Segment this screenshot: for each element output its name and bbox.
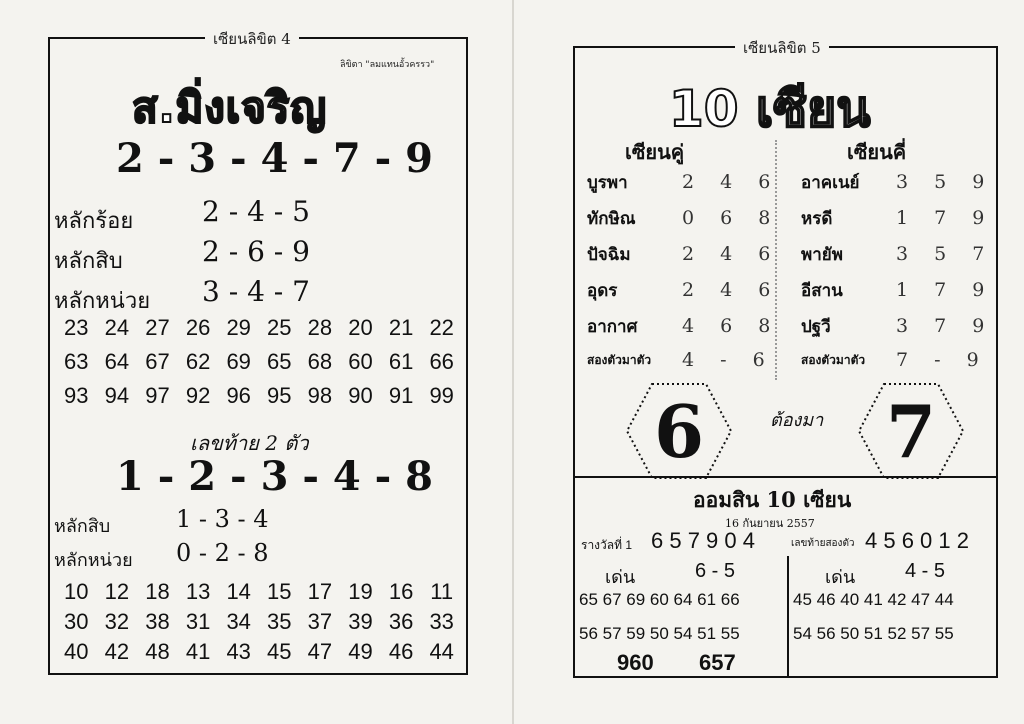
first-prize-number: 6 5 7 9 0 4 <box>651 528 755 553</box>
grid1-cell: 67 <box>145 349 170 374</box>
grid2-cell: 34 <box>226 609 251 634</box>
first-prize-label: รางวัลที่ 1 <box>581 538 633 552</box>
grid1-cell: 24 <box>104 315 130 340</box>
den-label-left: เด่น <box>605 567 636 587</box>
grid1-cell: 97 <box>145 383 170 408</box>
even-column-heading: เซียนคู่ <box>625 140 685 164</box>
direction-digits: 3 7 9 <box>896 315 995 337</box>
must-right-number: 7 <box>885 388 937 474</box>
numbers-row-b-right: 54 56 50 51 52 57 55 <box>793 624 954 643</box>
direction-digits: 4 6 8 <box>682 315 781 337</box>
direction-digits: 2 4 6 <box>682 171 781 193</box>
direction-digits: 0 6 8 <box>682 207 781 229</box>
grid2-cell: 17 <box>307 579 333 604</box>
grid2-cell: 33 <box>429 609 454 634</box>
odd-row <box>801 344 989 376</box>
numbers-row-b-left: 56 57 59 50 54 51 55 <box>579 624 740 643</box>
even-row <box>587 274 780 306</box>
row-label-tens: หลักสิบ <box>54 249 123 274</box>
second-number-set: 1 - 2 - 3 - 4 - 8 <box>116 453 433 500</box>
row-digits-tens: 2 - 6 - 9 <box>202 235 310 268</box>
row-digits-units: 3 - 4 - 7 <box>202 275 310 308</box>
direction-name: ปัจฉิม <box>587 244 631 265</box>
numbers-row-a-left: 65 67 69 60 64 61 66 <box>579 590 740 609</box>
grid1-cell: 25 <box>267 315 292 340</box>
grid2-cell: 13 <box>185 579 211 604</box>
direction-digits: 7 - 9 <box>896 349 989 371</box>
grid2-cell: 38 <box>145 609 170 634</box>
odd-row <box>801 310 994 342</box>
grid1-cell: 98 <box>307 383 333 408</box>
number-grid-1 <box>56 315 462 409</box>
grid1-cell: 93 <box>64 383 89 408</box>
must-left-number: 6 <box>653 388 705 474</box>
must-text: ต้องมา <box>770 410 824 431</box>
direction-name: อุดร <box>587 280 618 301</box>
right-panel <box>573 39 998 678</box>
grid1-cell: 28 <box>307 315 333 340</box>
den-label-right: เด่น <box>825 567 856 587</box>
grid2-cell: 44 <box>429 639 454 664</box>
direction-digits: 2 4 6 <box>682 279 781 301</box>
grid1-cell: 95 <box>267 383 292 408</box>
grid1-cell: 96 <box>226 383 251 408</box>
last-two-label: เลขท้ายสองตัว <box>791 538 855 549</box>
grid1-cell: 22 <box>429 315 454 340</box>
grid2-cell: 14 <box>226 579 251 604</box>
numbers-row-a-right: 45 46 40 41 42 47 44 <box>793 590 954 609</box>
grid1-cell: 21 <box>388 315 414 340</box>
grid2-cell: 39 <box>348 609 373 634</box>
row-label-units: หลักหน่วย <box>54 289 151 314</box>
grid1-cell: 91 <box>388 383 414 408</box>
grid2-cell: 35 <box>267 609 292 634</box>
odd-row <box>801 166 994 198</box>
direction-digits: 1 7 9 <box>896 279 995 301</box>
row2-digits-units: 0 - 2 - 8 <box>176 539 269 567</box>
grid1-cell: 60 <box>348 349 373 374</box>
left-panel <box>48 30 468 675</box>
grid1-cell: 63 <box>64 349 89 374</box>
grid2-cell: 12 <box>104 579 130 604</box>
grid2-cell: 36 <box>388 609 414 634</box>
even-row <box>587 202 780 234</box>
grid2-cell: 15 <box>267 579 292 604</box>
grid2-cell: 10 <box>64 579 89 604</box>
left-header: เซียนลิขิต 4 <box>205 27 299 51</box>
direction-name: ปฐวี <box>801 316 831 337</box>
grid2-cell: 42 <box>104 639 130 664</box>
direction-name: อาคเนย์ <box>801 172 860 193</box>
extra-number-2: 657 <box>699 650 736 675</box>
grid1-cell: 69 <box>226 349 251 374</box>
odd-column-heading: เซียนคี่ <box>847 140 907 164</box>
grid2-cell: 40 <box>64 639 89 664</box>
even-row <box>587 344 775 376</box>
odd-row <box>801 238 994 270</box>
direction-digits: 3 5 9 <box>896 171 995 193</box>
grid1-cell: 94 <box>104 383 130 408</box>
direction-name: พายัพ <box>801 244 843 265</box>
main-number-set: 2 - 3 - 4 - 7 - 9 <box>116 135 433 182</box>
grid2-cell: 30 <box>64 609 89 634</box>
even-row <box>587 166 780 198</box>
credit-line: ลิขิตา "ลมแทนอั้วครรว" <box>340 60 435 70</box>
grid1-cell: 64 <box>104 349 130 374</box>
grid2-cell: 19 <box>348 579 373 604</box>
omsin-section <box>575 476 996 678</box>
ten-sages-title: 10 เซียน <box>669 80 871 138</box>
row-digits-hundreds: 2 - 4 - 5 <box>202 195 310 228</box>
grid2-cell: 41 <box>185 639 211 664</box>
direction-name: สองตัวมาตัว <box>587 352 652 367</box>
grid2-cell: 43 <box>226 639 251 664</box>
grid2-cell: 48 <box>145 639 170 664</box>
even-row <box>587 238 780 270</box>
grid1-cell: 26 <box>185 315 211 340</box>
last-two-number: 4 5 6 0 1 2 <box>865 528 969 553</box>
direction-digits: 2 4 6 <box>682 243 781 265</box>
den-right: 4 - 5 <box>905 560 946 582</box>
page-fold <box>512 0 514 724</box>
grid1-cell: 99 <box>429 383 454 408</box>
den-left: 6 - 5 <box>695 560 736 582</box>
direction-name: หรดี <box>801 208 833 229</box>
grid1-cell: 65 <box>267 349 292 374</box>
grid1-cell: 92 <box>185 383 211 408</box>
grid1-cell: 90 <box>348 383 373 408</box>
grid2-cell: 16 <box>388 579 414 604</box>
brand-title: ส.มิ่งเจริญ <box>132 83 328 132</box>
grid1-cell: 68 <box>307 349 333 374</box>
direction-digits: 3 5 7 <box>896 243 995 265</box>
grid1-cell: 29 <box>226 315 251 340</box>
odd-row <box>801 202 994 234</box>
direction-name: อากาศ <box>587 316 638 337</box>
column-separator <box>787 556 789 678</box>
grid1-cell: 27 <box>145 315 170 340</box>
grid1-cell: 20 <box>348 315 373 340</box>
grid1-cell: 61 <box>388 349 414 374</box>
right-header: เซียนลิขิต 5 <box>735 36 829 60</box>
direction-name: สองตัวมาตัว <box>801 352 866 367</box>
omsin-date: 16 กันยายน 2557 <box>725 517 815 530</box>
grid2-cell: 45 <box>267 639 292 664</box>
grid2-cell: 46 <box>388 639 414 664</box>
grid1-cell: 62 <box>185 349 211 374</box>
grid2-cell: 31 <box>185 609 211 634</box>
grid1-cell: 66 <box>429 349 454 374</box>
grid2-cell: 32 <box>104 609 130 634</box>
grid2-cell: 47 <box>307 639 333 664</box>
omsin-title: ออมสิน 10 เซียน <box>693 487 852 512</box>
direction-name: บูรพา <box>587 172 628 193</box>
direction-name: ทักษิณ <box>587 208 636 229</box>
last-two-subtitle: เลขท้าย 2 ตัว <box>190 431 309 455</box>
direction-name: อีสาน <box>801 280 843 301</box>
grid2-cell: 11 <box>430 579 454 604</box>
grid2-cell: 37 <box>307 609 333 634</box>
row2-digits-tens: 1 - 3 - 4 <box>176 505 269 533</box>
number-grid-2 <box>56 579 462 665</box>
row-label-hundreds: หลักร้อย <box>54 209 134 234</box>
extra-number-1: 960 <box>617 650 654 675</box>
row2-label-units: หลักหน่วย <box>54 550 133 571</box>
grid2-cell: 49 <box>348 639 373 664</box>
grid2-cell: 18 <box>145 579 170 604</box>
direction-digits: 4 - 6 <box>682 349 775 371</box>
must-left-hexagon <box>625 382 733 480</box>
even-row <box>587 310 780 342</box>
odd-row <box>801 274 994 306</box>
grid1-cell: 23 <box>64 315 89 340</box>
must-right-hexagon <box>857 382 965 480</box>
direction-digits: 1 7 9 <box>896 207 995 229</box>
row2-label-tens: หลักสิบ <box>54 516 111 537</box>
